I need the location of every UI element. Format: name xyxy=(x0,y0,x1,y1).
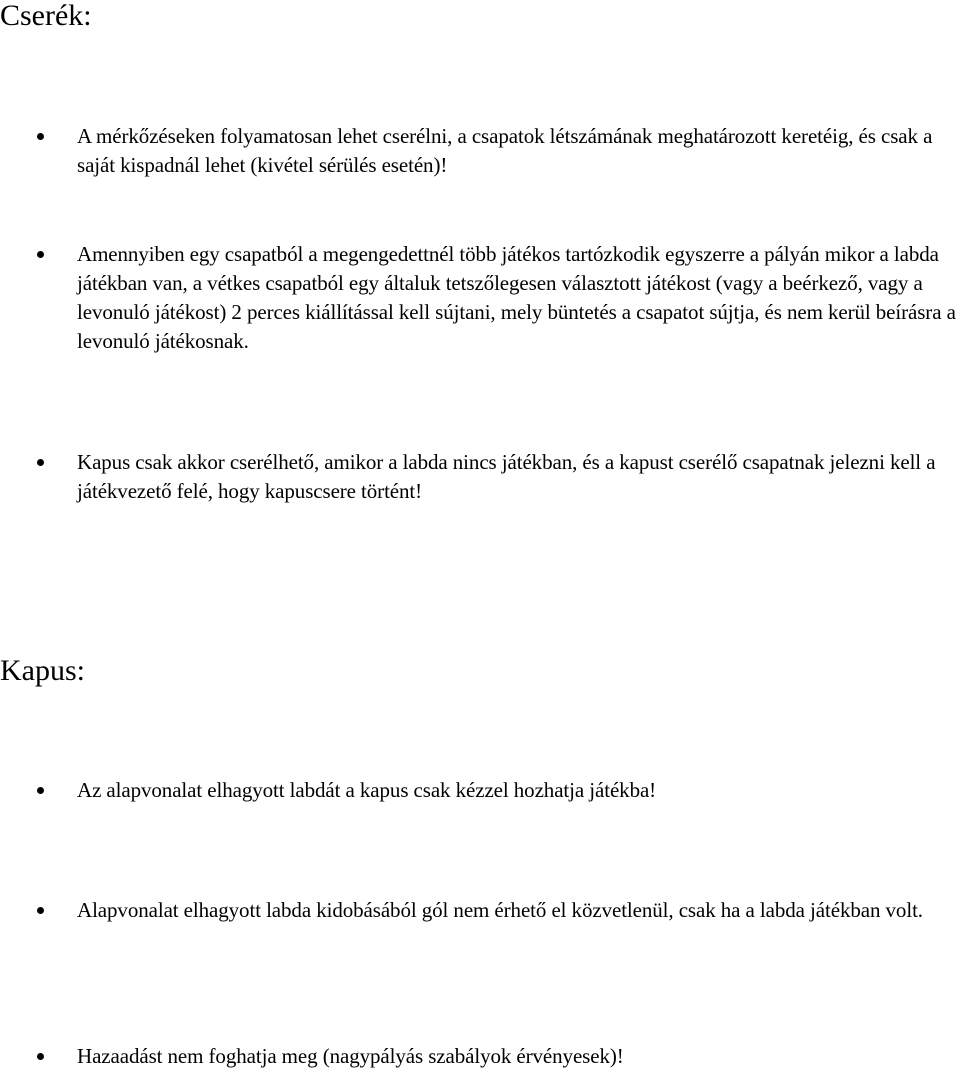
list-item-text: Amennyiben egy csapatból a megengedettnél több játékos tartózkodik egyszerre a pályán mikor a labda játékban van, a vétkes csapatból egy általuk tetszőlegesen választott játékost (vagy a beérkező, vagy a levonuló játékost) 2 perces kiállítással kell sújtani, mely büntetés a csapatot sújtja, és nem kerül beírásra a levonuló játékosnak. xyxy=(77,242,956,353)
list-item-text: Az alapvonalat elhagyott labdát a kapus csak kézzel hozhatja játékba! xyxy=(77,778,657,802)
bullet-icon xyxy=(37,907,44,914)
list-item-text: Kapus csak akkor cserélhető, amikor a labda nincs játékban, és a kapust cserélő csapatnak jelezni kell a játékvezető felé, hogy kapuscsere történt! xyxy=(77,450,936,503)
section-title-kapus: Kapus: xyxy=(0,654,85,687)
bullet-icon xyxy=(37,787,44,794)
bullet-icon xyxy=(37,251,44,258)
list-item-text: Hazaadást nem foghatja meg (nagypályás szabályok érvényesek)! xyxy=(77,1044,624,1068)
bullet-icon xyxy=(37,133,44,140)
bullet-icon xyxy=(37,1053,44,1060)
section-title-csere: Cserék: xyxy=(0,0,92,32)
list-item-text: A mérkőzéseken folyamatosan lehet cserélni, a csapatok létszámának meghatározott keretéig, és csak a saját kispadnál lehet (kivétel sérülés esetén)! xyxy=(77,124,933,177)
list-item-text: Alapvonalat elhagyott labda kidobásából gól nem érhető el közvetlenül, csak ha a labda játékban volt. xyxy=(77,898,923,922)
bullet-icon xyxy=(37,459,44,466)
